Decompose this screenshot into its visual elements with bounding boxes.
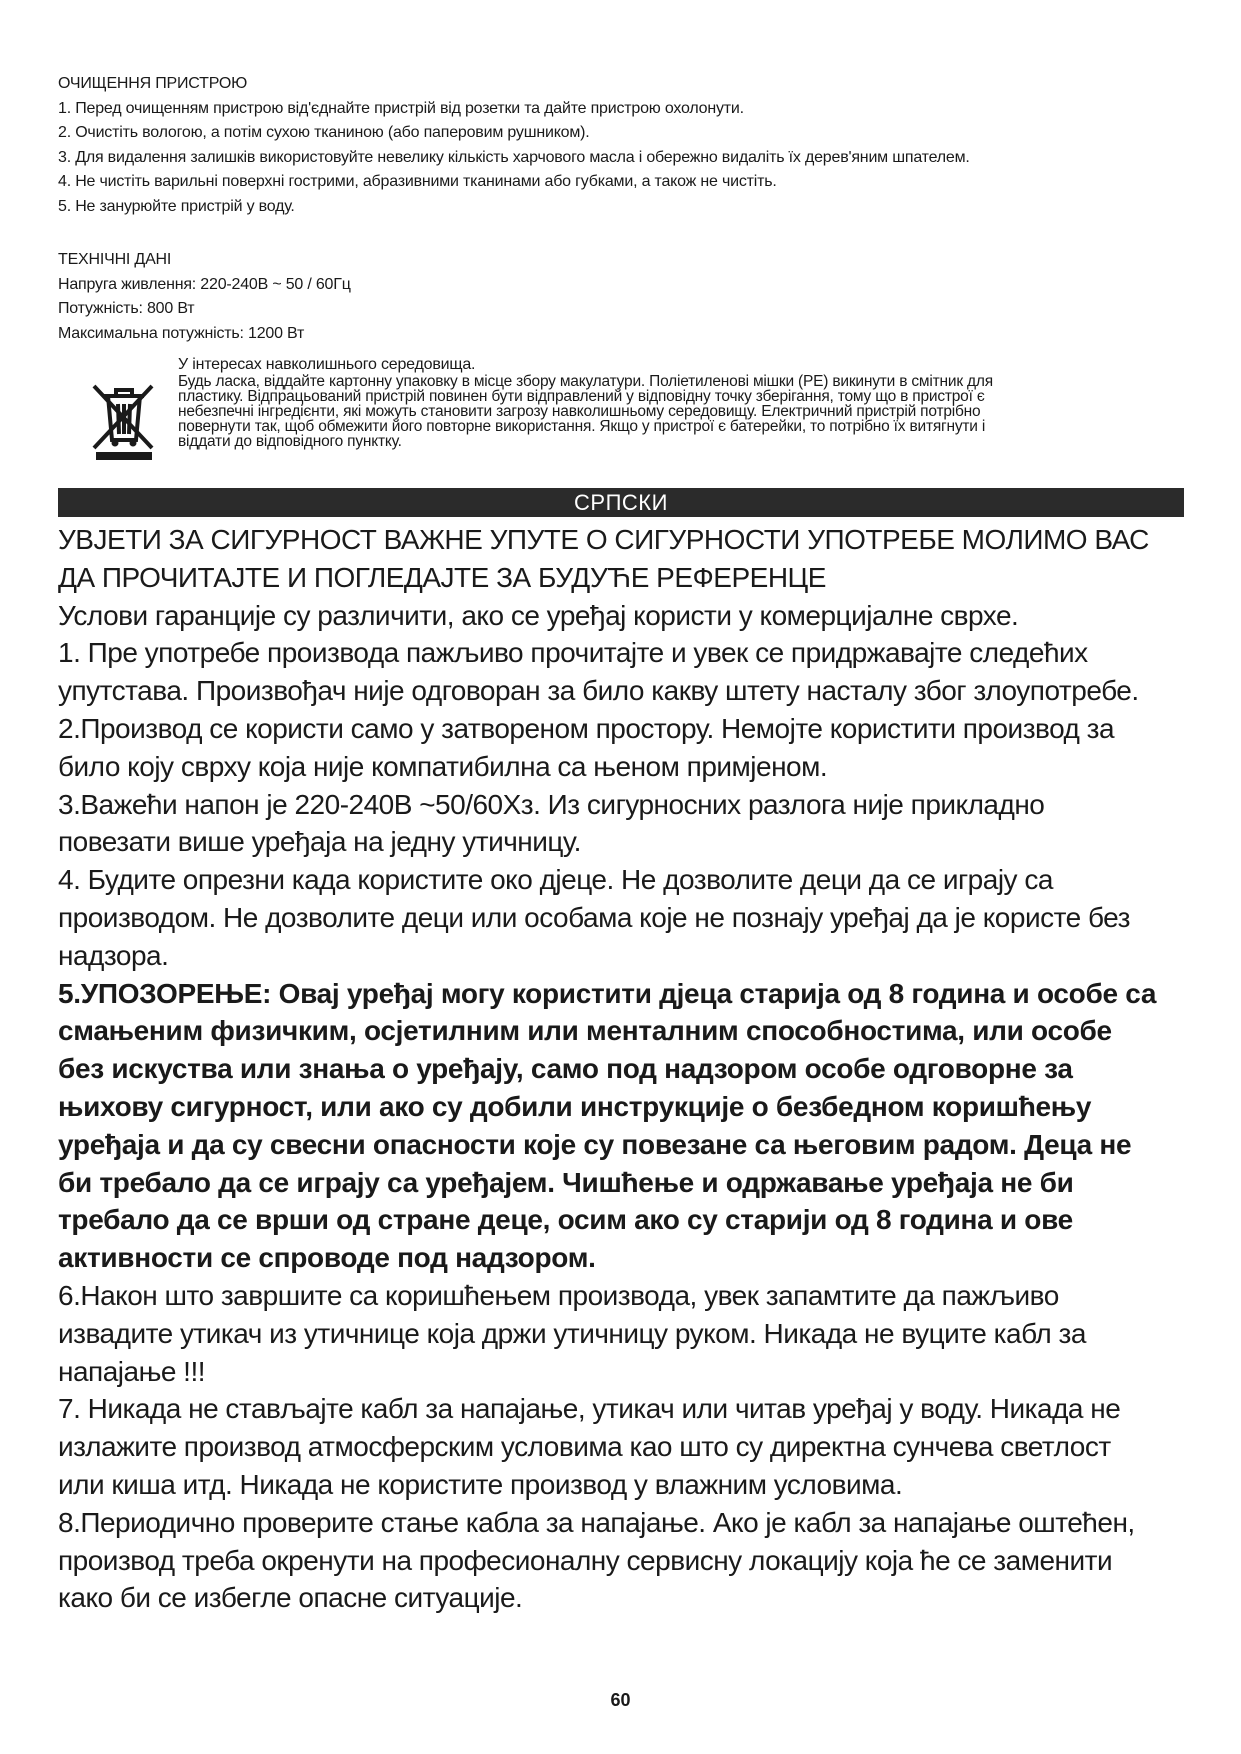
safety-title-line: ДА ПРОЧИТАЈТЕ И ПОГЛЕДАЈТЕ ЗА БУДУЋЕ РЕФЕРЕНЦЕ [58, 561, 826, 593]
environment-line: віддати до відповідного пунктку. [178, 433, 402, 450]
instruction-line: 8.Периодично проверите стање кабла за напајање. Ако је кабл за напајање оштећен, [58, 1506, 1135, 1538]
cleaning-item: 5. Не занурюйте пристрій у воду. [58, 197, 295, 215]
environment-line: Будь ласка, віддайте картонну упаковку в місце збору макулатури. Поліетиленові мішки (PE) викинути в смітник для [178, 373, 993, 390]
cleaning-section [58, 72, 970, 219]
warning-line: би требало да се играју са уређајем. Чишћење и одржавање уређаја не би [58, 1166, 1074, 1198]
specs-voltage: Напруга живлення: 220-240В ~ 50 / 60Гц [58, 275, 351, 293]
instruction-line: производ треба окренути на професионалну сервисну локацију која ће се заменити [58, 1544, 1113, 1576]
cleaning-item: 3. Для видалення залишків використовуйте невелику кількість харчового масла і обережно видаліть їх дерев'яним шпателем. [58, 148, 970, 166]
specs-max-power: Максимальна потужність: 1200 Вт [58, 324, 305, 342]
instruction-line: 3.Важећи напон је 220-240В ~50/60Хз. Из сигурносних разлога није прикладно [58, 788, 1045, 820]
instruction-line: како би се избегле опасне ситуације. [58, 1582, 523, 1614]
cleaning-heading: ОЧИЩЕННЯ ПРИСТРОЮ [58, 75, 248, 92]
page-number: 60 [610, 1690, 631, 1710]
cleaning-item: 1. Перед очищенням пристрою від'єднайте пристрій від розетки та дайте пристрою охолонути. [58, 99, 744, 117]
instruction-line: надзора. [58, 939, 169, 971]
warning-line: активности се спроводе под надзором. [58, 1242, 596, 1274]
environment-section [58, 356, 1184, 464]
warning-line: 5.УПОЗОРЕЊЕ: Овај уређај могу користити дјеца старија од 8 година и особе са [58, 977, 1157, 1009]
instruction-line: 2.Производ се користи само у затвореном простору. Немојте користити производ за [58, 712, 1115, 744]
instruction-line: напајање !!! [58, 1355, 206, 1387]
safety-title-line: УВЈЕТИ ЗА СИГУРНОСТ ВАЖНЕ УПУТЕ О СИГУРНОСТИ УПОТРЕБЕ МОЛИМО ВАС [58, 524, 1149, 555]
instruction-line: било коју сврху која није компатибилна са њеном примјеном. [58, 750, 828, 782]
warning-line: без искуства или знања о уређају, само под надзором особе одговорне за [58, 1053, 1073, 1085]
environment-intro: У інтересах навколишнього середовища. [178, 356, 476, 373]
specs-section [58, 248, 351, 346]
instruction-line: 7. Никада не стављајте кабл за напајање, утикач или читав уређај у воду. Никада не [58, 1393, 1121, 1425]
environment-line: повернути так, щоб обмежити його повторне використання. Якщо у пристрої є батерейки, то потрібно їх витягнути і [178, 418, 986, 435]
warning-line: смањеним физичким, осјетилним или менталним способностима, или особе [58, 1015, 1112, 1047]
environment-text [178, 356, 1178, 449]
warning-line: требало да се врши од стране деце, осим ако су старији од 8 година и ове [58, 1204, 1073, 1236]
specs-heading: ТЕХНІЧНІ ДАНІ [58, 251, 172, 268]
language-banner: СРПСКИ [58, 488, 1184, 517]
instruction-line: излажите производ атмосферским условима као што су директна сунчева светлост [58, 1431, 1111, 1463]
cleaning-item: 2. Очистіть вологою, а потім сухою тканиною (або паперовим рушником). [58, 124, 590, 141]
instruction-line: производом. Не дозволите деци или особама које не познају уређај да је користе без [58, 901, 1130, 933]
instruction-line: или киша итд. Никада не користите производ у влажним условима. [58, 1468, 903, 1500]
instruction-line: 6.Након што завршите са коришћењем производа, увек запамтите да пажљиво [58, 1279, 1059, 1311]
weee-crossed-bin-icon [88, 378, 158, 462]
instruction-line: повезати више уређаја на једну утичницу. [58, 826, 581, 858]
instruction-line: 1. Пре употребе производа пажљиво прочитајте и увек се придржавајте следећих [58, 637, 1088, 669]
warranty-note: Услови гаранције су различити, ако се уређај користи у комерцијалне сврхе. [58, 599, 1019, 631]
instruction-line: упутстава. Произвођач није одговоран за било какву штету насталу због злоупотребе. [58, 675, 1139, 707]
environment-line: небезпечні інгредієнти, які можуть становити загрозу навколишньому середовищу. Електричний пристрій потрібно [178, 403, 981, 420]
warning-line: уређаја и да су свесни опасности које су повезане са његовим радом. Деца не [58, 1128, 1132, 1160]
cleaning-item: 4. Не чистіть варильні поверхні гострими, абразивними тканинами або губками, а також не чистіть. [58, 173, 777, 190]
instruction-line: 4. Будите опрезни када користите око дјеце. Не дозволите деци да се играју са [58, 864, 1053, 896]
serbian-section [58, 521, 1184, 1617]
specs-power: Потужність: 800 Вт [58, 300, 195, 317]
warning-line: њихову сигурност, или ако су добили инструкције о безбедном коришћењу [58, 1090, 1092, 1122]
environment-line: пластику. Відпрацьований пристрій повинен бути відправлений у відповідну точку зберігання, тому що в пристрої є [178, 388, 985, 405]
instruction-line: извадите утикач из утичнице која држи утичницу руком. Никада не вуците кабл за [58, 1317, 1086, 1349]
